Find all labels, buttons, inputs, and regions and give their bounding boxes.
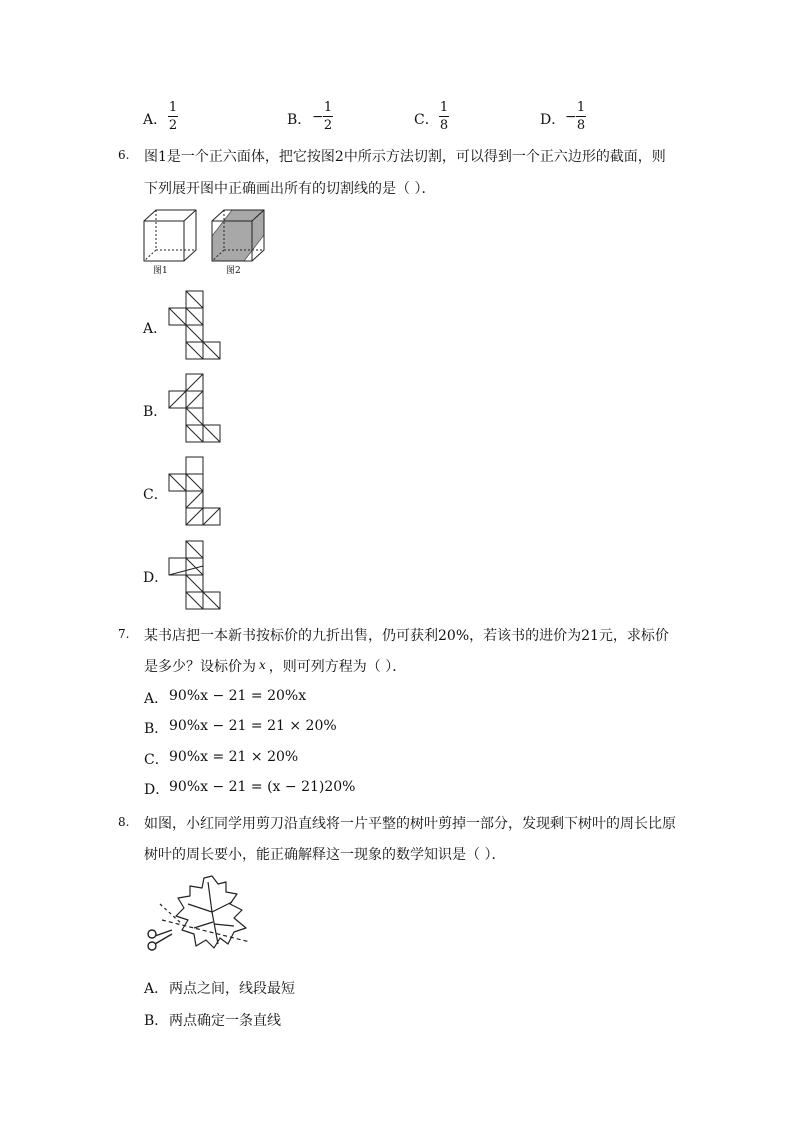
q5-option-c-numerator: 1 bbox=[439, 100, 449, 115]
q6-option-a-letter: A． bbox=[143, 321, 168, 337]
q6-option-c-letter: C． bbox=[143, 487, 168, 503]
q7-option-a-text: 90%x − 21 = 20%x bbox=[169, 688, 307, 704]
q5-option-b-sign: − bbox=[312, 109, 324, 125]
q5-option-c-denominator: 8 bbox=[439, 118, 449, 133]
q6-text-line1: 图1是一个正六面体，把它按图2中所示方法切割，可以得到一个正六边形的截面，则 bbox=[144, 149, 666, 165]
q5-option-d-letter: D． bbox=[540, 112, 566, 128]
q7-variable-x: x bbox=[259, 658, 266, 672]
q5-option-c-fraction bbox=[439, 100, 449, 133]
q5-option-b-numerator: 1 bbox=[323, 100, 333, 115]
q7-text-line2 bbox=[144, 656, 406, 676]
q7-option-c-text: 90%x = 21 × 20% bbox=[169, 749, 299, 765]
net-option-a bbox=[168, 290, 224, 362]
q5-option-a-fraction bbox=[168, 100, 178, 133]
q8-text-line1: 如图，小红同学用剪刀沿直线将一片平整的树叶剪掉一部分，发现剩下树叶的周长比原 bbox=[144, 816, 676, 832]
q5-option-d-fraction bbox=[576, 100, 586, 133]
q5-option-a-numerator: 1 bbox=[168, 100, 178, 115]
cube-figure-1 bbox=[140, 208, 200, 264]
q5-option-d-numerator: 1 bbox=[576, 100, 586, 115]
q6-option-d-letter: D． bbox=[143, 570, 169, 586]
figure-2-label: 图2 bbox=[226, 266, 241, 276]
q5-option-d-sign: − bbox=[565, 109, 577, 125]
q7-option-c-letter: C． bbox=[144, 752, 169, 768]
cube-figure-2 bbox=[208, 208, 268, 264]
net-option-d bbox=[168, 540, 224, 612]
q5-option-b-denominator: 2 bbox=[323, 118, 333, 133]
q7-option-d-letter: D． bbox=[144, 782, 170, 798]
figure-1-label: 图1 bbox=[153, 266, 168, 276]
q8-option-a-letter: A． bbox=[144, 981, 169, 997]
q8-number: 8. bbox=[118, 815, 130, 829]
q5-option-c-letter: C． bbox=[414, 112, 439, 128]
q8-text-line2: 树叶的周长要小，能正确解释这一现象的数学知识是（ ）． bbox=[144, 847, 506, 863]
q7-text-line1: 某书店把一本新书按标价的九折出售，仍可获利20%，若该书的进价为21元，求标价 bbox=[144, 628, 669, 644]
scissors-icon bbox=[148, 930, 172, 950]
q6-number: 6. bbox=[118, 148, 130, 162]
q5-option-d-denominator: 8 bbox=[576, 118, 586, 133]
net-option-c bbox=[168, 456, 224, 528]
q8-option-b-text: 两点确定一条直线 bbox=[169, 1013, 281, 1029]
q8-option-a-text: 两点之间，线段最短 bbox=[169, 981, 295, 997]
q7-text-line2-suffix: ，则可列方程为（ ）． bbox=[268, 659, 407, 675]
q7-option-b-text: 90%x − 21 = 21 × 20% bbox=[169, 718, 337, 734]
q6-text-line2: 下列展开图中正确画出所有的切割线的是（ ）． bbox=[144, 181, 436, 197]
q5-option-a-denominator: 2 bbox=[168, 118, 178, 133]
q5-option-b-fraction bbox=[323, 100, 333, 133]
q7-number: 7. bbox=[118, 627, 130, 641]
q7-text-line2-prefix: 是多少？设标价为 bbox=[144, 659, 256, 675]
q7-option-d-text: 90%x − 21 = (x − 21)20% bbox=[169, 779, 356, 795]
net-option-b bbox=[168, 373, 224, 445]
q8-option-b-letter: B． bbox=[144, 1013, 169, 1029]
q5-option-a-letter: A． bbox=[143, 112, 168, 128]
q7-option-a-letter: A． bbox=[144, 691, 169, 707]
q7-option-b-letter: B． bbox=[144, 721, 169, 737]
q6-option-b-letter: B． bbox=[143, 404, 168, 420]
q5-option-b-letter: B． bbox=[287, 112, 312, 128]
leaf-scissors-figure bbox=[142, 872, 252, 958]
